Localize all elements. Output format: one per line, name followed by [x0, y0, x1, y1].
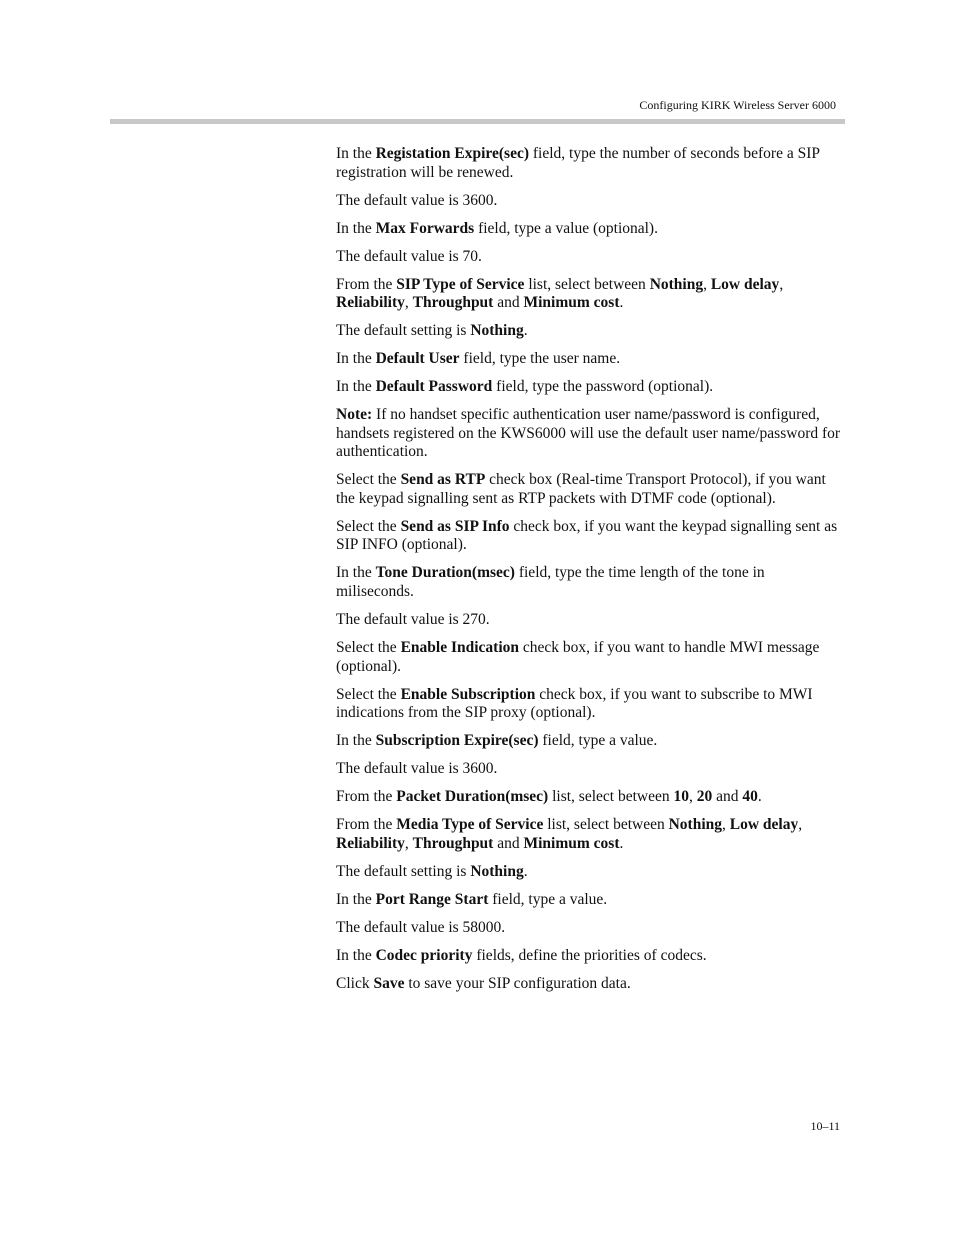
page-number: 10–11 — [810, 1119, 840, 1133]
text-run: , — [703, 275, 711, 293]
bold-term: Max Forwards — [375, 219, 475, 237]
bold-term: 40 — [742, 788, 758, 806]
header-rule — [110, 119, 845, 124]
bold-term: Registation Expire(sec) — [375, 145, 530, 162]
bold-term: Send as SIP Info — [400, 517, 510, 535]
text-run: Select the — [336, 685, 401, 703]
text-run: . — [523, 322, 528, 340]
text-run: The default setting is — [336, 322, 471, 340]
text-run: field, type the time length of the tone in miliseconds. — [336, 564, 765, 600]
bold-term: Throughput — [412, 294, 494, 312]
paragraph — [336, 760, 842, 779]
paragraph — [336, 947, 842, 966]
bold-term: Default User — [375, 350, 460, 368]
text-run: field, type a value (optional). — [474, 219, 658, 237]
text-run: list, select between — [548, 788, 674, 806]
bold-term: Nothing — [470, 862, 524, 880]
text-run: From the — [336, 788, 397, 806]
bold-term: Subscription Expire(sec) — [375, 732, 539, 750]
bold-term: Reliability — [336, 834, 405, 852]
paragraph — [336, 919, 842, 938]
text-run: In the — [336, 378, 376, 396]
text-run: In the — [336, 350, 376, 368]
paragraph — [336, 732, 842, 751]
text-run: If no handset specific authentication user name/password is configured, handsets registered on the KWS6000 will use the default user name/password for authentication. — [336, 406, 841, 461]
text-run: Select the — [336, 517, 401, 535]
paragraph — [336, 378, 842, 397]
bold-term: Tone Duration(msec) — [375, 564, 515, 582]
paragraph — [336, 639, 842, 676]
paragraph — [336, 686, 842, 723]
paragraph — [336, 564, 842, 601]
text-run: check box, if you want to handle MWI message (optional). — [336, 638, 820, 675]
text-run: fields, define the priorities of codecs. — [472, 946, 707, 964]
bold-term: Minimum cost — [523, 294, 620, 312]
bold-term: Note: — [336, 406, 373, 424]
paragraph — [336, 788, 842, 807]
text-run: Select the — [336, 471, 401, 489]
text-run: . — [523, 862, 528, 880]
bold-term: Nothing — [649, 275, 704, 293]
body-text — [336, 145, 842, 1003]
text-run: The default value is 3600. — [336, 191, 498, 209]
paragraph — [336, 863, 842, 882]
bold-term: Enable Indication — [400, 638, 519, 656]
paragraph — [336, 145, 842, 182]
text-run: The default setting is — [336, 862, 471, 880]
text-run: In the — [336, 564, 376, 582]
text-run: In the — [336, 219, 376, 237]
bold-term: SIP Type of Service — [396, 275, 525, 293]
bold-term: Minimum cost — [523, 834, 620, 852]
paragraph — [336, 350, 842, 369]
text-run: field, type a value. — [488, 890, 608, 908]
paragraph — [336, 975, 842, 994]
text-run: field, type the user name. — [459, 350, 621, 368]
text-run: to save your SIP configuration data. — [404, 974, 631, 992]
text-run: In the — [336, 732, 376, 750]
text-run: , — [779, 275, 784, 293]
paragraph — [336, 406, 842, 462]
text-run: . — [757, 788, 762, 806]
text-run: From the — [336, 275, 397, 293]
bold-term: 10 — [673, 788, 689, 806]
bold-term: Send as RTP — [400, 471, 486, 489]
paragraph — [336, 816, 842, 853]
paragraph — [336, 471, 842, 508]
paragraph — [336, 276, 842, 313]
paragraph — [336, 518, 842, 555]
bold-term: Enable Subscription — [400, 685, 536, 703]
text-run: Select the — [336, 638, 401, 656]
text-run: and — [712, 788, 743, 806]
text-run: list, select between — [524, 275, 650, 293]
text-run: In the — [336, 145, 376, 162]
bold-term: Nothing — [668, 816, 723, 834]
text-run: The default value is 270. — [336, 610, 490, 628]
paragraph — [336, 220, 842, 239]
text-run: Click — [336, 974, 374, 992]
text-run: and — [493, 834, 524, 852]
paragraph — [336, 891, 842, 910]
text-run: In the — [336, 890, 376, 908]
text-run: In the — [336, 946, 376, 964]
running-header: Configuring KIRK Wireless Server 6000 — [639, 98, 836, 112]
text-run: , — [722, 816, 730, 834]
text-run: check box, if you want to subscribe to MWI indications from the SIP proxy (optional). — [336, 685, 813, 722]
text-run: , — [404, 294, 413, 312]
bold-term: Packet Duration(msec) — [396, 788, 549, 806]
text-run: . — [619, 294, 624, 312]
bold-term: Low delay — [729, 816, 799, 834]
bold-term: Codec priority — [375, 946, 473, 964]
paragraph — [336, 248, 842, 267]
bold-term: Reliability — [336, 294, 405, 312]
text-run: From the — [336, 816, 397, 834]
text-run: , — [688, 788, 697, 806]
text-run: The default value is 58000. — [336, 918, 506, 936]
bold-term: 20 — [696, 788, 713, 806]
bold-term: Save — [373, 974, 405, 992]
text-run: The default value is 3600. — [336, 760, 498, 778]
bold-term: Nothing — [470, 322, 524, 340]
bold-term: Throughput — [412, 834, 494, 852]
text-run: , — [404, 834, 413, 852]
text-run: . — [619, 834, 624, 852]
text-run: field, type the number of seconds before a SIP registration will be renewed. — [336, 145, 820, 181]
text-run: The default value is 70. — [336, 247, 482, 265]
text-run: field, type a value. — [538, 732, 658, 750]
text-run: field, type the password (optional). — [492, 378, 714, 396]
bold-term: Media Type of Service — [396, 816, 544, 834]
bold-term: Port Range Start — [375, 890, 489, 908]
paragraph — [336, 322, 842, 341]
text-run: and — [493, 294, 524, 312]
text-run: check box (Real-time Transport Protocol), if you want the keypad signalling sent as RTP packets with DTMF code (optional). — [336, 471, 826, 507]
paragraph — [336, 192, 842, 211]
bold-term: Default Password — [375, 378, 493, 396]
text-run: , — [798, 816, 803, 834]
text-run: list, select between — [543, 816, 669, 834]
text-run: check box, if you want the keypad signalling sent as SIP INFO (optional). — [336, 517, 838, 554]
paragraph — [336, 611, 842, 630]
bold-term: Low delay — [710, 275, 780, 293]
